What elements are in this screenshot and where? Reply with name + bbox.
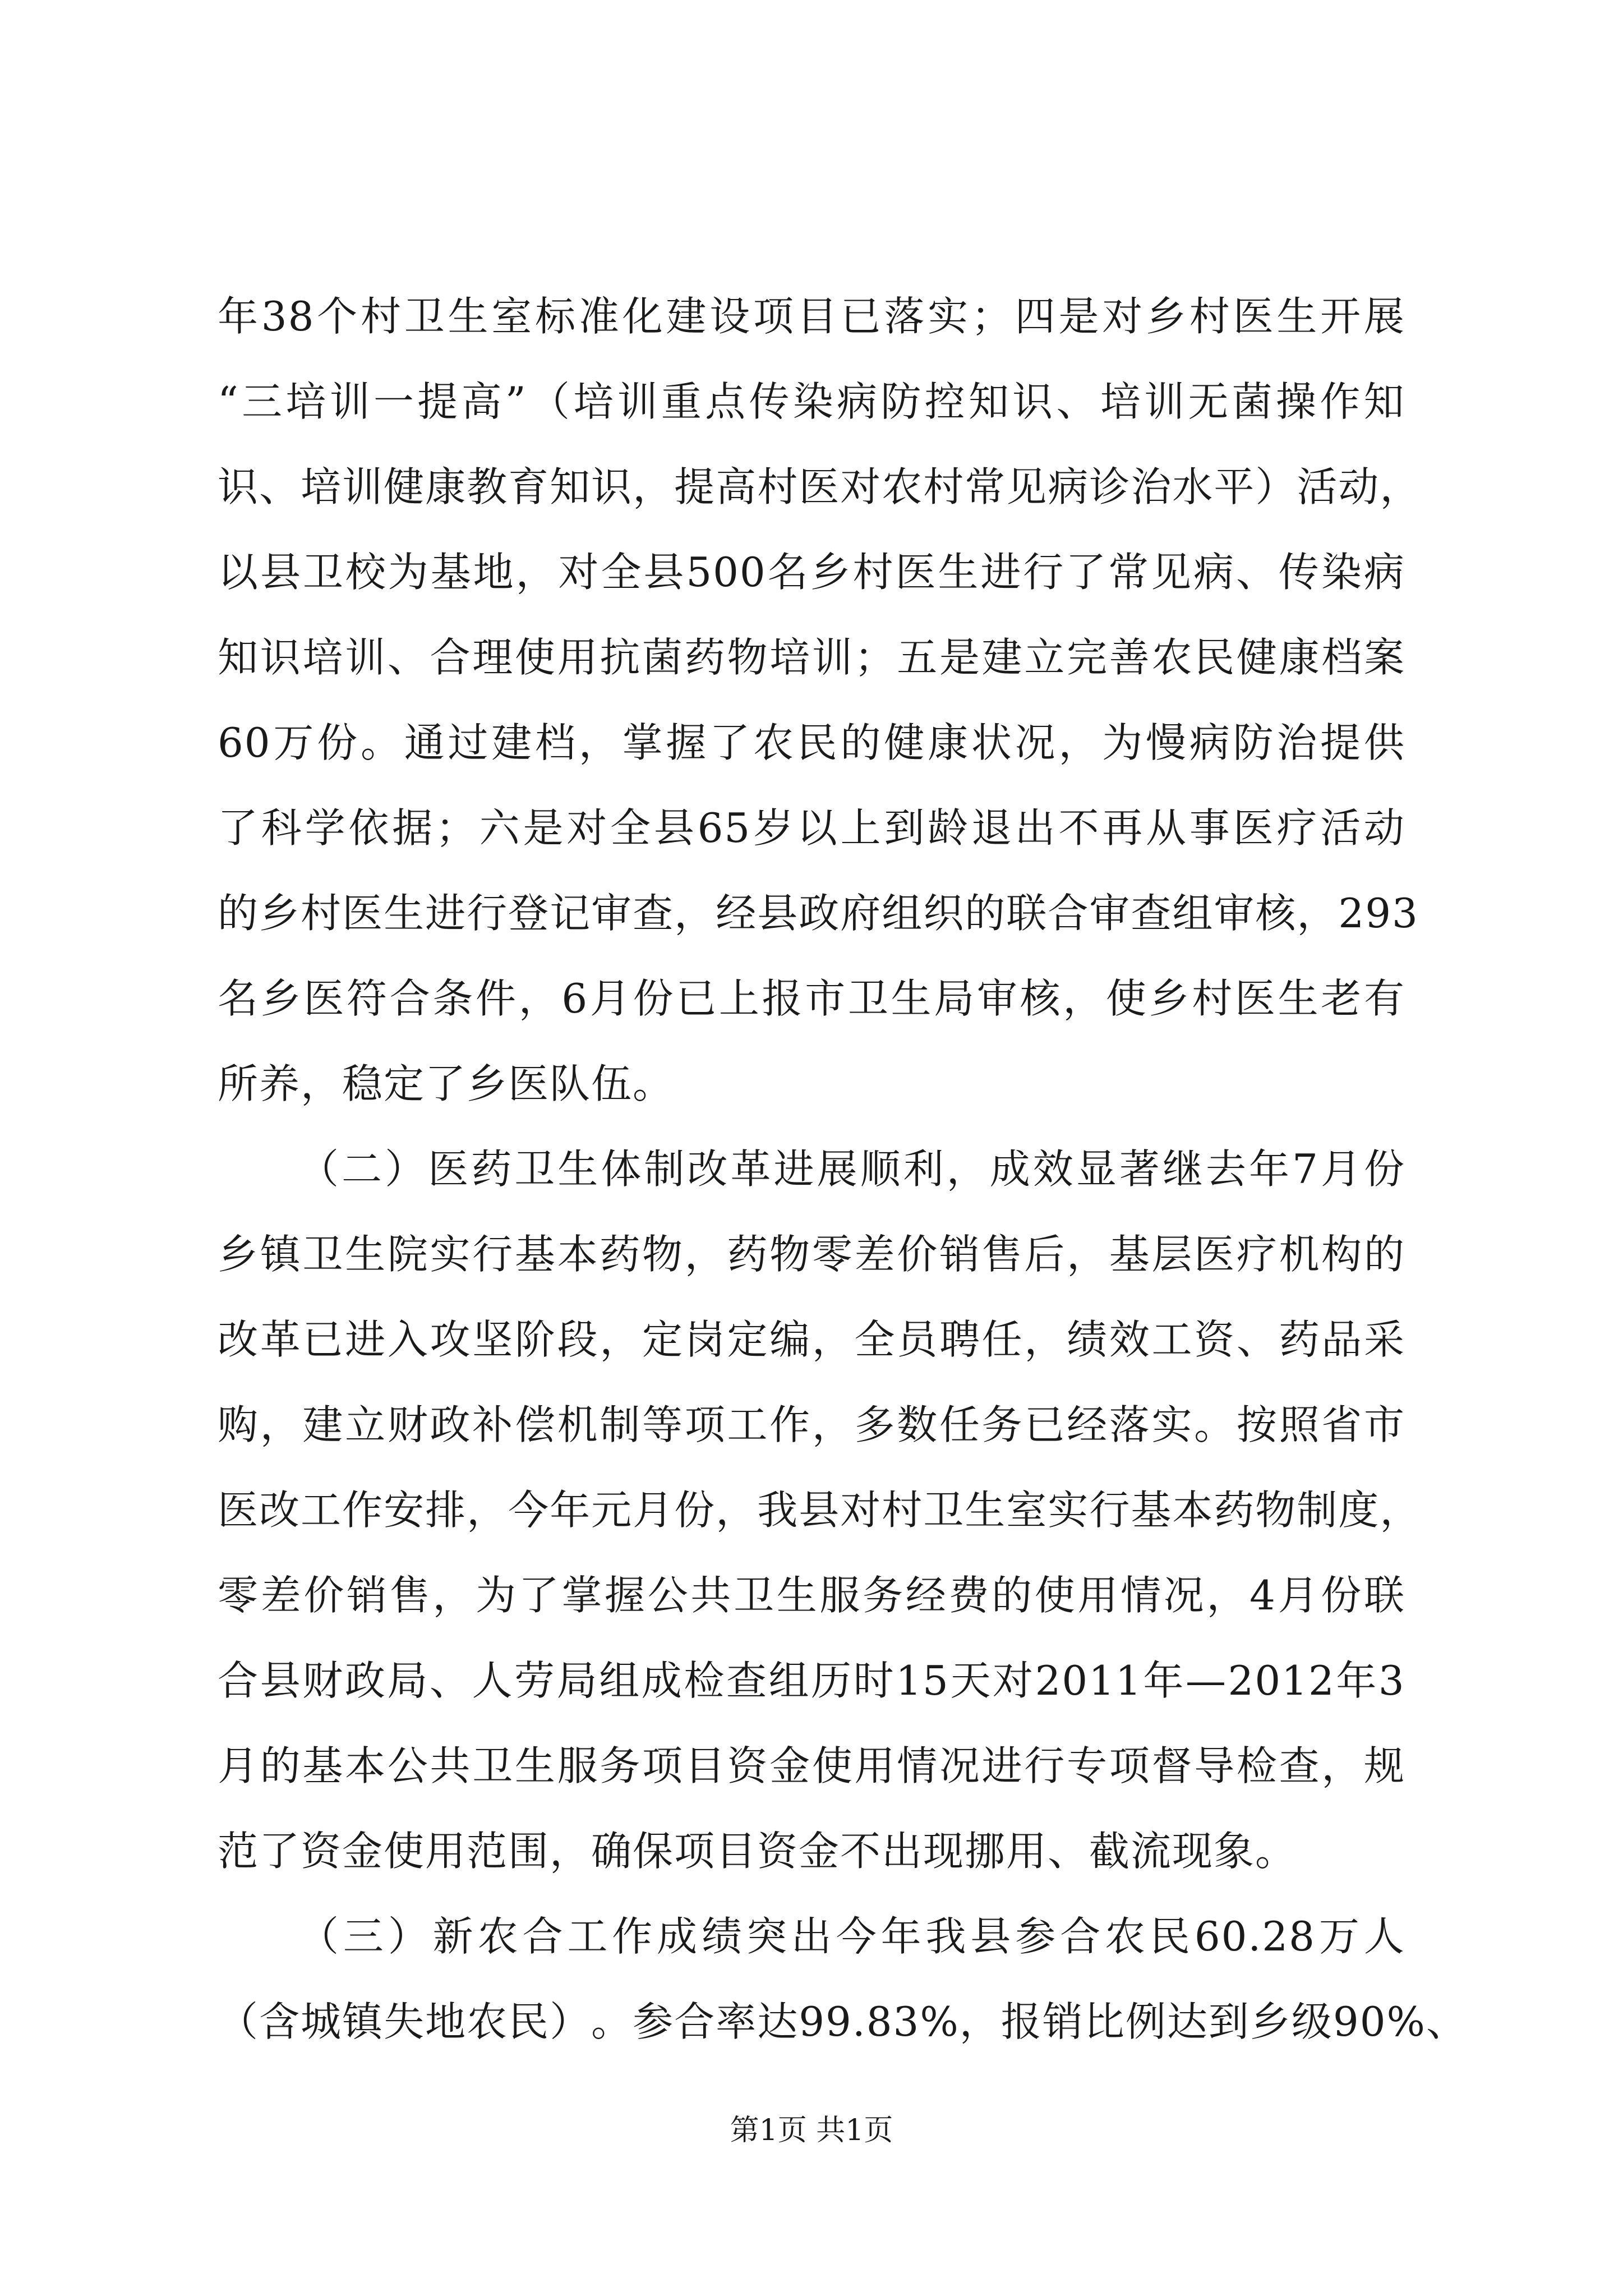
text-line: 知 识 培 训 、 合 理 使 用 抗 菌 药 物 培 训 ； 五 是 建 立 完 善 农 民 健 康 档 案: [218, 634, 1405, 681]
text-line: 月 的 基 本 公 共 卫 生 服 务 项 目 资 金 使 用 情 况 进 行 专 项 督 导 检 查 ， 规: [218, 1742, 1405, 1789]
text-line: 60 万 份 。 通 过 建 档 ， 掌 握 了 农 民 的 健 康 状 况 ， 为 慢 病 防 治 提 供: [218, 719, 1405, 766]
page-footer: 第1页 共1页: [730, 2114, 893, 2147]
text-line: 乡 镇 卫 生 院 实 行 基 本 药 物 ， 药 物 零 差 价 销 售 后 ， 基 层 医 疗 机 构 的: [218, 1231, 1405, 1278]
text-line: 合 县 财 政 局 、 人 劳 局 组 成 检 查 组 历 时 15 天 对 2011 年 — 2012 年 3: [218, 1657, 1405, 1704]
text-line: 以 县 卫 校 为 基 地 ， 对 全 县 500 名 乡 村 医 生 进 行 了 常 见 病 、 传 染 病: [218, 549, 1405, 596]
body-text: [218, 274, 1468, 2064]
text-line: （ 含 城 镇 失 地 农 民 ） 。 参 合 率 达 99.83% ， 报 销 比 例 达 到 乡 级 90% 、: [218, 1998, 1468, 2045]
text-line: 年 38 个 村 卫 生 室 标 准 化 建 设 项 目 已 落 实 ； 四 是 对 乡 村 医 生 开 展: [218, 293, 1405, 340]
text-line: 改 革 已 进 入 攻 坚 阶 段 ， 定 岗 定 编 ， 全 员 聘 任 ， 绩 效 工 资 、 药 品 采: [218, 1316, 1405, 1363]
text-line: （ 三 ） 新 农 合 工 作 成 绩 突 出 今 年 我 县 参 合 农 民 60.28 万 人: [298, 1913, 1405, 1960]
text-line: 零 差 价 销 售 ， 为 了 掌 握 公 共 卫 生 服 务 经 费 的 使 用 情 况 ， 4 月 份 联: [218, 1572, 1405, 1619]
text-line: 范了资金使用范围，确保项目资金不出现挪用、截流现象。: [218, 1828, 1297, 1875]
text-line: 名 乡 医 符 合 条 件 ， 6 月 份 已 上 报 市 卫 生 局 审 核 ， 使 乡 村 医 生 老 有: [218, 975, 1405, 1022]
text-line: 识 、 培 训 健 康 教 育 知 识 ， 提 高 村 医 对 农 村 常 见 病 诊 治 水 平 ） 活 动 ，: [218, 463, 1422, 510]
text-line: 的 乡 村 医 生 进 行 登 记 审 查 ， 经 县 政 府 组 织 的 联 合 审 查 组 审 核 ， 293: [218, 890, 1419, 937]
text-line: 了 科 学 依 据 ； 六 是 对 全 县 65 岁 以 上 到 龄 退 出 不 再 从 事 医 疗 活 动: [218, 804, 1405, 852]
text-line: （ 二 ） 医 药 卫 生 体 制 改 革 进 展 顺 利 ， 成 效 显 著 继 去 年 7 月 份: [298, 1145, 1405, 1193]
text-line: 医 改 工 作 安 排 ， 今 年 元 月 份 ， 我 县 对 村 卫 生 室 实 行 基 本 药 物 制 度 ，: [218, 1487, 1422, 1534]
text-line: “ 三 培 训 一 提 高 ” （ 培 训 重 点 传 染 病 防 控 知 识 、 培 训 无 菌 操 作 知: [218, 378, 1405, 425]
text-line: 所养，稳定了乡医队伍。: [218, 1060, 675, 1107]
text-line: 购 ， 建 立 财 政 补 偿 机 制 等 项 工 作 ， 多 数 任 务 已 经 落 实 。 按 照 省 市: [218, 1401, 1405, 1448]
